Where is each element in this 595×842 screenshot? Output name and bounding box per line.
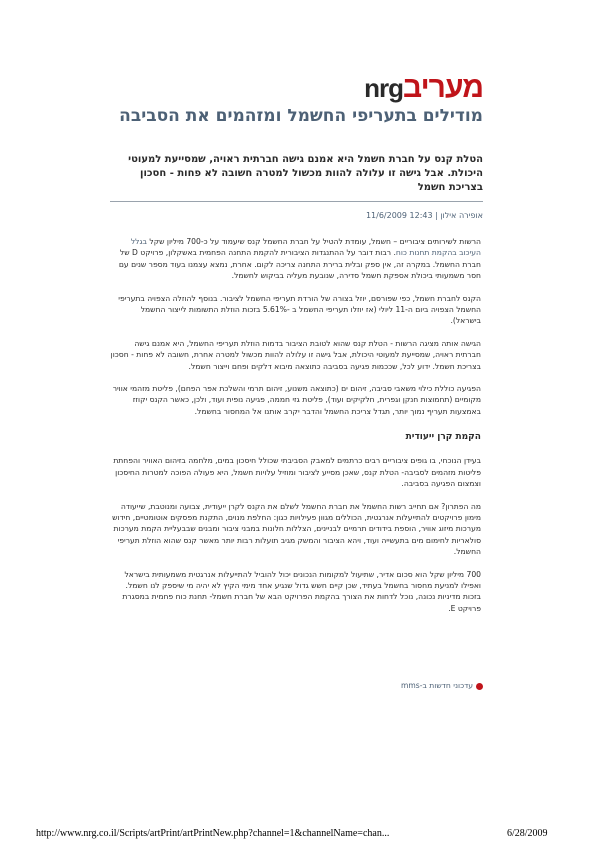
- nrg-maariv-logo: [364, 71, 483, 105]
- divider-line: [110, 201, 483, 202]
- footer-date: 6/28/2009: [507, 828, 548, 839]
- paragraph: בעידן הנוכחי, בו גופים ציבוריים רבים כרתמים למאבק הסביבתי שכולל חיסכון במים, מלחמה בזיהום האוויר והפחתת פליטות מזהמים לסביבה- הטלת קנס, שאכן מסייע לציבור ומוזיל עלויות חשמל, היא פעולה הפוכה למטרות החיסכון וצמצום הפגיעה בסביבה.: [113, 456, 481, 489]
- article-headline: מודילים בתעריפי החשמל ומזהמים את הסביבה: [119, 106, 483, 126]
- paragraph-text: . רבות דובר על ההתנגדות הציבורית להקמת התחנה הפחמית באשקלון, פרויקט D של חברת החשמל. במקרה זה, אין ספק ובלית ברירת התחנה צריכה לקום. אחרת, נמצא עצמנו בעוד מספר שנים עם חסר משמעותי ביכולת אספקת חשמל סדירה, שנובעת מעליה בביקוש לחשמל.: [118, 248, 481, 281]
- section-heading: הקמת קרן ייעודית: [405, 432, 481, 443]
- footer-url: http://www.nrg.co.il/Scripts/artPrint/artPrintNew.php?channel=1&channelName=chan...: [36, 828, 390, 839]
- article-body: [109, 236, 481, 625]
- news-updates-link[interactable]: [401, 680, 483, 691]
- print-footer: [0, 828, 595, 840]
- article-byline: אופירה אילון | 12:43 11/6/2009: [365, 211, 483, 220]
- logo-hebrew: מעריב: [403, 71, 483, 104]
- bullet-icon: [476, 683, 483, 690]
- paragraph: [109, 236, 481, 282]
- inline-link[interactable]: בגלל העיכוב בהקמת תחנות כוח: [130, 237, 481, 258]
- article-subheadline: הטלת קנס על חברת חשמל היא אמנם גישה חברתית ראויה, שמסייעת למעוטי היכולת. אבל גישה זו עלולה להוות מכשול למטרה חשובה לא פחות - חסכון בצריכת חשמל: [128, 154, 483, 193]
- paragraph: הגישה אותה מציגה הרשות - הטלת קנס שהוא לטובת הציבור בדמות הוזלת תעריפי החשמל, היא אמנם גישה חברתית ראויה, שמסייעת למעוטי היכולת, אבל גישה זו עלולה להוות מכשול למטרה אחרת, חשובה לא פחות - חסכון בצריכת חשמל. ידוע לכל, שככמות פגיעה בסביבה כתוצאה מיבוא דלקים ופחם וייצור חשמל.: [110, 338, 481, 371]
- paragraph: 700 מיליון שקל הוא סכום אדיר, שתיעול למקומות הנכונים יכול להוביל להתייעלות אנרגטית משמעותית בישראל ואפילו למניעת מחסור בחשמל בעתיד, שכן קיים חשש גדול שנגיע אחד מימי הקיץ לא יהיה מי שיספק לנו חשמל. בזכות מדיניות נכונה, נוכל לדחות את הצורך בהקמת הפרויקט הבא של חברת חשמל- תחנת כוח פחמית במסגרת פרויקט E.: [122, 569, 481, 613]
- paragraph: מה הפתרון? אם תחייב רשות החשמל את חברת החשמל לשלם את הקנס לקרן ייעודית, צבועה ומנוטבת, שייעודה מימון פרויקטים להתייעלות אנרגטית, הכוללים מגוון פעילויות כגון: החלפת מנוים, התקנת מפסקים אוטומטיים, חידוש מערכות מיזוג אוויר, הוספת בידודים תרמיים לבניינים, הצללות חלונות במבני ציבור ומבנים שבבעליית הקמת מערכות סולאריות לחימום מים בתעשייה ועוד, ויהא הציבור והמשק מגיב תועלות רבות יותר מאשר קנס שהוא הוזלת תעריפי החשמל.: [112, 501, 481, 557]
- paragraph: הקנס לחברת חשמל, כפי שפורסם, יוזל בצורה של הורדת תעריפי החשמל לציבור. בנוסף להוזלה הצפויה בתעריפי החשמל הצפויה ביום ה-11 ליולי (אז יוזלו תעריפי החשמל ב -5.61% בזכות הוזלת התשומות לייצור החשמל בישראל).: [118, 293, 481, 326]
- logo-latin: nrg: [364, 73, 404, 103]
- news-updates-label: עדכוני חדשות ב-mms: [401, 681, 473, 690]
- paragraph: הפגיעה כוללת כילוי משאבי סביבה, זיהום ים (כתוצאה משנוע, זיהום תרמי והשלכת אפר הפחם), פליטת מזהמי אוויר מקומיים (תחמוצות חנקן וגפרית, חלקיקים ועוד), פליטת גזי חממה, פגיעה נופית ועוד, ולכן, כאשר הקנס יקוזז באמצעות תעריף נמוך יותר, תגדל צריכת החשמל והדבר יקרב אותנו אל המחסור בחשמל.: [112, 384, 481, 416]
- paragraph-text: הרשות לשירותים ציבוריים – חשמל, עומדת להטיל על חברת החשמל קנס שיעמוד על כ-700 מיליון שקל: [149, 237, 481, 246]
